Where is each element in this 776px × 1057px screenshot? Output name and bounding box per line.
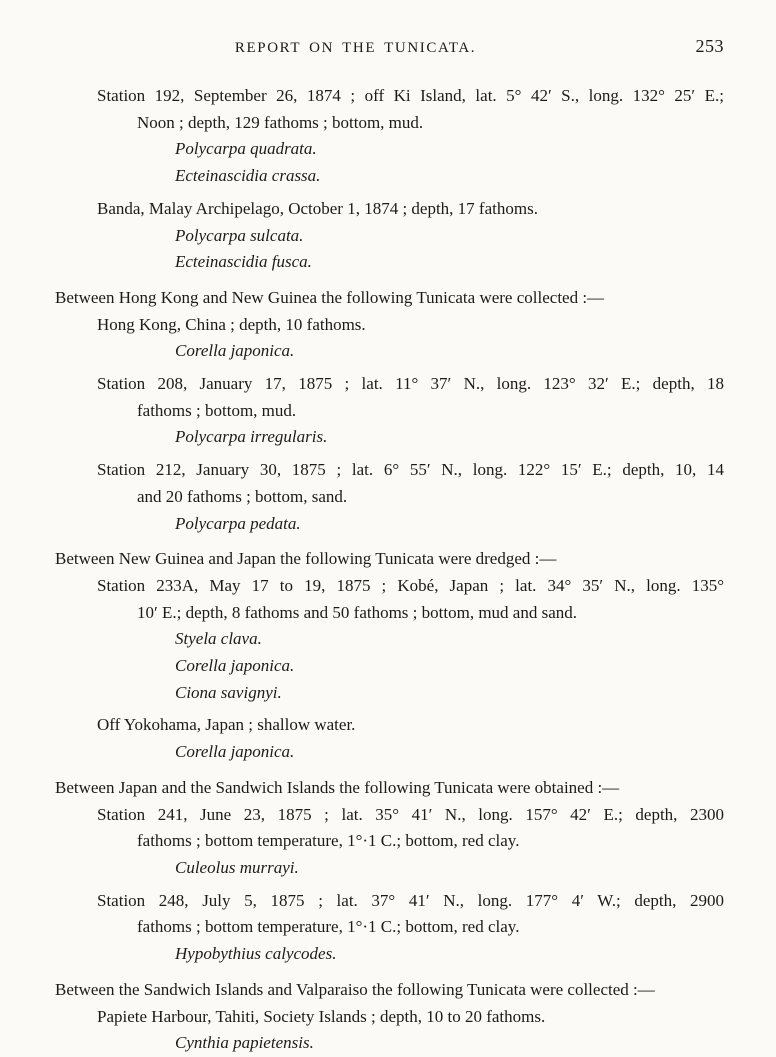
species-name: Corella japonica. <box>175 742 295 762</box>
entry-line: Noon ; depth, 129 fathoms ; bottom, mud. <box>137 112 424 132</box>
species-name: Cynthia papietensis. <box>175 1033 314 1053</box>
entry-line: Station 233A, May 17 to 19, 1875 ; Kobé, Japan ; lat. 34° 35′ N., long. 135° <box>97 575 724 595</box>
running-title: REPORT ON THE TUNICATA. <box>234 40 477 56</box>
entry-line: and 20 fathoms ; bottom, sand. <box>137 486 348 506</box>
species-name: Polycarpa quadrata. <box>175 139 317 159</box>
entry-line: fathoms ; bottom temperature, 1°·1 C.; bottom, red clay. <box>137 831 520 851</box>
section-heading: Between Japan and the Sandwich Islands the following Tunicata were obtained :— <box>55 777 620 797</box>
species-name: Polycarpa irregularis. <box>175 427 328 447</box>
entry-line: Off Yokohama, Japan ; shallow water. <box>97 715 356 735</box>
species-name: Corella japonica. <box>175 656 295 676</box>
entry-line: Station 208, January 17, 1875 ; lat. 11° 37′ N., long. 123° 32′ E.; depth, 18 <box>97 374 724 394</box>
species-name: Ecteinascidia fusca. <box>175 252 312 272</box>
entry-line: Station 212, January 30, 1875 ; lat. 6° 55′ N., long. 122° 15′ E.; depth, 10, 14 <box>97 460 724 480</box>
species-name: Hypobythius calycodes. <box>175 944 337 964</box>
species-name: Ciona savignyi. <box>175 682 282 702</box>
page-number: 253 <box>695 36 724 56</box>
species-name: Corella japonica. <box>175 341 295 361</box>
entry-line: Station 241, June 23, 1875 ; lat. 35° 41′ N., long. 157° 42′ E.; depth, 2300 <box>97 804 724 824</box>
entry-line: fathoms ; bottom temperature, 1°·1 C.; bottom, red clay. <box>137 917 520 937</box>
page-body <box>55 83 724 1057</box>
section-heading: Between New Guinea and Japan the following Tunicata were dredged :— <box>55 549 557 569</box>
entry-line: Hong Kong, China ; depth, 10 fathoms. <box>97 314 366 334</box>
entry-line: Station 192, September 26, 1874 ; off Ki Island, lat. 5° 42′ S., long. 132° 25′ E.; <box>97 86 724 105</box>
species-name: Polycarpa sulcata. <box>175 225 304 245</box>
entry-line: Papiete Harbour, Tahiti, Society Islands ; depth, 10 to 20 fathoms. <box>97 1006 546 1026</box>
section-heading: Between the Sandwich Islands and Valparaiso the following Tunicata were collected :— <box>55 979 655 999</box>
species-name: Ecteinascidia crassa. <box>175 166 321 186</box>
species-name: Styela clava. <box>175 629 262 649</box>
entry-line: Banda, Malay Archipelago, October 1, 1874 ; depth, 17 fathoms. <box>97 198 538 218</box>
page-header <box>55 36 724 64</box>
entry-line: Station 248, July 5, 1875 ; lat. 37° 41′ N., long. 177° 4′ W.; depth, 2900 <box>97 890 724 910</box>
species-name: Culeolus murrayi. <box>175 857 299 877</box>
species-name: Polycarpa pedata. <box>175 513 301 533</box>
entry-line: 10′ E.; depth, 8 fathoms and 50 fathoms ; bottom, mud and sand. <box>137 602 577 622</box>
section-heading: Between Hong Kong and New Guinea the following Tunicata were collected :— <box>55 287 605 307</box>
entry-line: fathoms ; bottom, mud. <box>137 400 297 420</box>
